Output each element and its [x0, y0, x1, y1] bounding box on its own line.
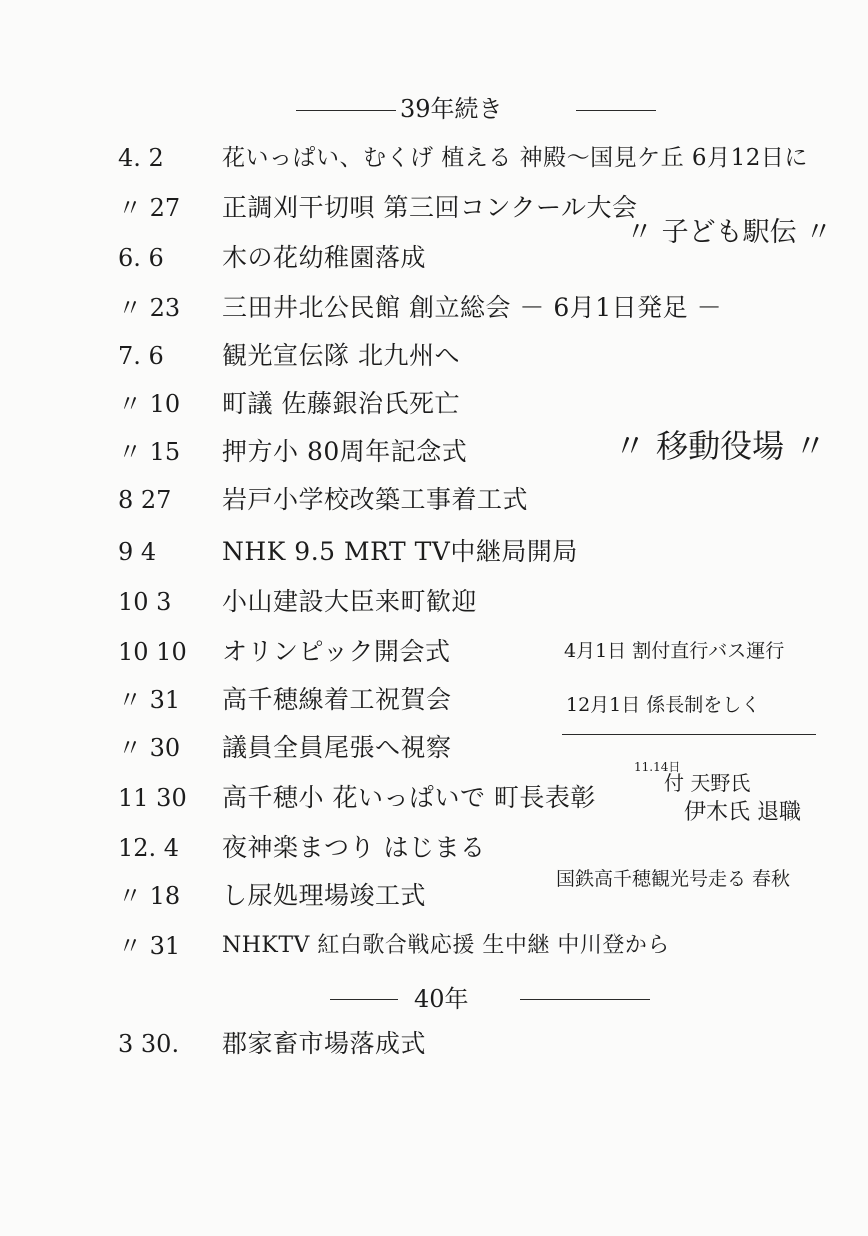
note-divider: [562, 734, 816, 735]
entry-text: し尿処理場竣工式: [222, 881, 427, 910]
entry-text: 郡家畜市場落成式: [222, 1029, 427, 1058]
note-children-relay: 〃 子ども駅伝 〃: [626, 217, 833, 248]
entry-text: NHKTV 紅白歌合戦応援 生中継 中川登から: [222, 933, 670, 958]
entry-row: [0, 482, 868, 526]
entry-date: 〃 31: [118, 932, 181, 960]
entry-date: 〃 15: [118, 438, 181, 466]
entry-date: 6. 6: [118, 244, 164, 272]
entry-date: 〃 18: [118, 882, 181, 910]
note-bus-service: 4月1日 割付直行バス運行: [564, 640, 785, 662]
note-retire-line1: 付 天野氏: [664, 771, 751, 795]
entry-row: [0, 290, 868, 334]
entry-text: 町議 佐藤銀治氏死亡: [222, 389, 460, 418]
entry-row: [0, 584, 868, 628]
entry-date: 〃 27: [118, 194, 181, 222]
entry-text: 観光宣伝隊 北九州へ: [222, 341, 460, 370]
entry-date: 9 4: [118, 538, 157, 566]
entry-text: 夜神楽まつり はじまる: [222, 833, 486, 862]
header-rule-left: [330, 999, 398, 1000]
section-title-40: 40年: [414, 985, 469, 1013]
entry-date: 10 10: [118, 638, 187, 666]
entry-text: 議員全員尾張へ視察: [222, 733, 452, 762]
section-header-40: [0, 982, 868, 1022]
note-section-chief: 12月1日 係長制をしく: [566, 694, 761, 716]
note-retire-date: 11.14日: [634, 760, 681, 774]
entry-date: 〃 10: [118, 390, 181, 418]
header-rule-right: [520, 999, 650, 1000]
note-mobile-office: 〃 移動役場 〃: [614, 427, 827, 465]
entry-row: [0, 1026, 868, 1070]
entry-date: 4. 2: [118, 144, 164, 172]
entry-date: 12. 4: [118, 834, 180, 862]
note-retire-line2: 伊木氏 退職: [684, 800, 801, 825]
entry-date: 7. 6: [118, 342, 164, 370]
note-railway: 国鉄高千穂観光号走る 春秋: [556, 868, 791, 890]
entry-date: 10 3: [118, 588, 172, 616]
header-rule-left: [296, 110, 396, 111]
entry-row: [0, 338, 868, 382]
entry-date: 〃 31: [118, 686, 181, 714]
entry-date: 〃 30: [118, 734, 181, 762]
entry-text: 高千穂線着工祝賀会: [222, 685, 452, 714]
entry-date: 〃 23: [118, 294, 181, 322]
entry-text: 高千穂小 花いっぱいで 町長表彰: [222, 783, 596, 812]
entry-text: 木の花幼稚園落成: [222, 243, 427, 272]
entry-text: オリンピック開会式: [222, 637, 451, 666]
entry-date: 3 30.: [118, 1030, 180, 1058]
entry-text: NHK 9.5 MRT TV中継局開局: [222, 537, 578, 566]
entry-date: 11 30: [118, 784, 187, 812]
section-title-39: 39年続き: [400, 95, 503, 123]
entry-row: [0, 386, 868, 430]
section-header-39: [0, 90, 868, 130]
entry-row: [0, 534, 868, 578]
entry-row: [0, 928, 868, 972]
entry-text: 押方小 80周年記念式: [222, 437, 468, 466]
header-rule-right: [576, 110, 656, 111]
entry-text: 小山建設大臣来町歓迎: [222, 587, 478, 616]
entry-text: 正調刈干切唄 第三回コンクール大会: [222, 193, 638, 222]
entry-row: [0, 140, 868, 184]
entry-text: 岩戸小学校改築工事着工式: [222, 485, 529, 514]
entry-row: [0, 730, 868, 774]
entry-text: 三田井北公民館 創立総会 － 6月1日発足 －: [222, 293, 723, 322]
entry-text: 花いっぱい、むくげ 植える 神殿～国見ケ丘 6月12日に: [222, 145, 808, 171]
entry-date: 8 27: [118, 486, 172, 514]
